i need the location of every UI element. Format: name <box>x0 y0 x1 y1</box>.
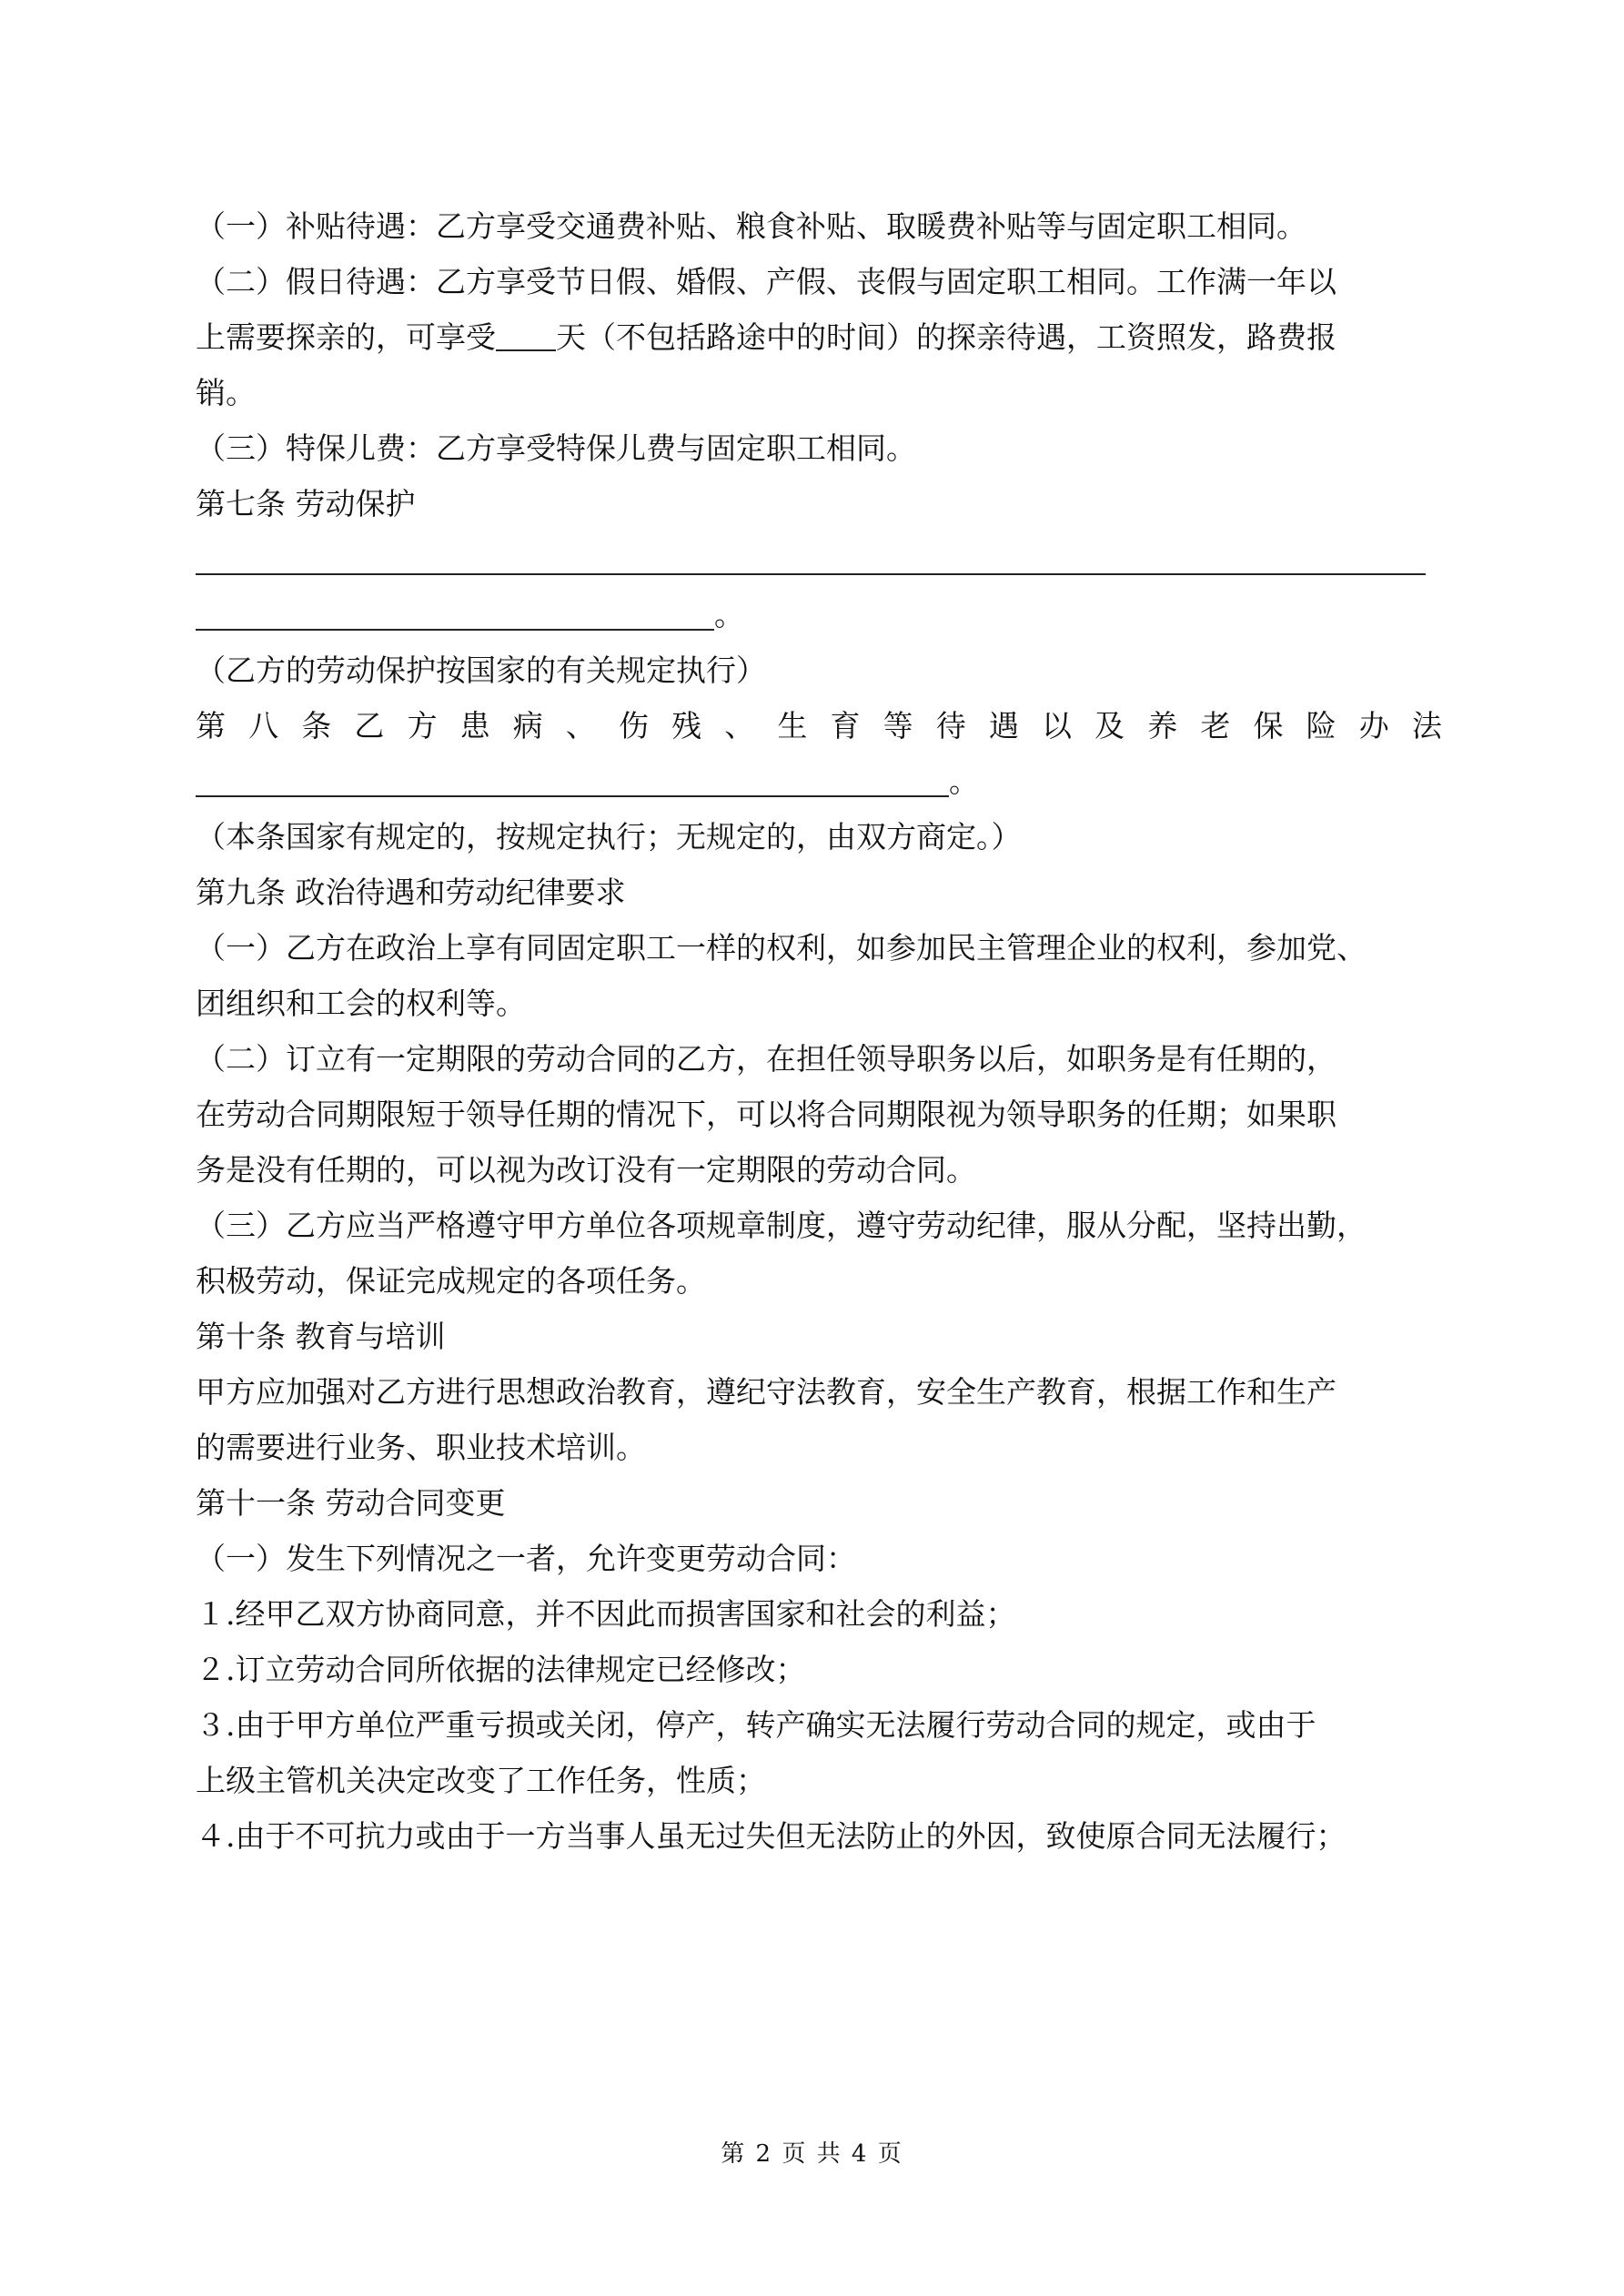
note-labor-protection: （乙方的劳动保护按国家的有关规定执行） <box>196 652 766 688</box>
article-9-heading: 第九条 政治待遇和劳动纪律要求 <box>196 875 626 910</box>
heading-character: 保 <box>1253 708 1284 743</box>
heading-character: 育 <box>830 708 861 743</box>
paragraph-change-conditions: （一）发生下列情况之一者，允许变更劳动合同： <box>196 1541 856 1576</box>
heading-character: 病 <box>512 708 543 743</box>
heading-character: 八 <box>248 708 279 743</box>
heading-character: 养 <box>1147 708 1178 743</box>
paragraph-holiday: （二）假日待遇：乙方享受节日假、婚假、产假、丧假与固定职工相同。工作满一年以 <box>196 264 1337 299</box>
heading-character: 老 <box>1200 708 1231 743</box>
paragraph-political-rights-cont: 团组织和工会的权利等。 <box>196 986 526 1021</box>
heading-character: 残 <box>671 708 702 743</box>
paragraph-leadership-cont-2: 务是没有任期的，可以视为改订没有一定期限的劳动合同。 <box>196 1152 976 1188</box>
fill-in-line-article-8 <box>196 754 1442 809</box>
heading-character: 伤 <box>619 708 649 743</box>
fill-in-blank-article-8[interactable] <box>196 794 949 797</box>
paragraph-leadership: （二）订立有一定期限的劳动合同的乙方，在担任领导职务以后，如职务是有任期的， <box>196 1041 1337 1077</box>
paragraph-subsidy: （一）补贴待遇：乙方享受交通费补贴、粮食补贴、取暖费补贴等与固定职工相同。 <box>196 208 1306 244</box>
fill-in-line-full <box>196 531 1442 587</box>
document-body <box>196 198 1442 1864</box>
paragraph-child-fee: （三）特保儿费：乙方享受特保儿费与固定职工相同。 <box>196 430 916 466</box>
text-segment: 天（不包括路途中的时间）的探亲待遇，工资照发，路费报 <box>556 319 1337 355</box>
paragraph-holiday-cont <box>196 309 1442 365</box>
heading-character: 待 <box>935 708 966 743</box>
list-item-3-cont: 上级主管机关决定改变了工作任务，性质； <box>196 1763 766 1798</box>
heading-character: 、 <box>724 708 755 743</box>
list-item-4: ４.由于不可抗力或由于一方当事人虽无过失但无法防止的外因，致使原合同无法履行； <box>196 1818 1347 1854</box>
fill-in-blank-labor-protection-2[interactable] <box>196 628 714 631</box>
text-segment: 上需要探亲的，可享受 <box>196 319 496 355</box>
article-11-heading: 第十一条 劳动合同变更 <box>196 1485 506 1521</box>
heading-character: 、 <box>565 708 596 743</box>
heading-character: 等 <box>883 708 913 743</box>
paragraph-education-cont: 的需要进行业务、职业技术培训。 <box>196 1430 646 1465</box>
article-7-heading: 第七条 劳动保护 <box>196 486 416 521</box>
article-8-heading <box>196 698 1442 754</box>
fill-in-line-short <box>196 587 1442 642</box>
heading-character: 乙 <box>354 708 385 743</box>
period-mark: 。 <box>949 764 979 799</box>
period-mark: 。 <box>714 597 744 632</box>
heading-character: 险 <box>1306 708 1337 743</box>
list-item-2: ２.订立劳动合同所依据的法律规定已经修改； <box>196 1652 806 1687</box>
paragraph-holiday-end: 销。 <box>196 375 256 410</box>
paragraph-leadership-cont-1: 在劳动合同期限短于领导任期的情况下，可以将合同期限视为领导职务的任期；如果职 <box>196 1097 1337 1132</box>
paragraph-discipline-cont: 积极劳动，保证完成规定的各项任务。 <box>196 1263 706 1299</box>
fill-in-blank-labor-protection-1[interactable] <box>196 572 1426 575</box>
paragraph-political-rights: （一）乙方在政治上享有同固定职工一样的权利，如参加民主管理企业的权利，参加党、 <box>196 930 1367 966</box>
heading-character: 法 <box>1411 708 1442 743</box>
paragraph-education: 甲方应加强对乙方进行思想政治教育，遵纪守法教育，安全生产教育，根据工作和生产 <box>196 1374 1337 1410</box>
heading-character: 生 <box>777 708 808 743</box>
page-footer: 第 2 页 共 4 页 <box>721 2140 903 2168</box>
heading-character: 第 <box>196 708 226 743</box>
heading-character: 及 <box>1094 708 1125 743</box>
heading-character: 以 <box>1042 708 1072 743</box>
note-article-8: （本条国家有规定的，按规定执行；无规定的，由双方商定。） <box>196 819 1022 855</box>
article-10-heading: 第十条 教育与培训 <box>196 1319 446 1354</box>
heading-character: 办 <box>1358 708 1389 743</box>
paragraph-discipline: （三）乙方应当严格遵守甲方单位各项规章制度，遵守劳动纪律，服从分配，坚持出勤， <box>196 1208 1367 1243</box>
heading-character: 患 <box>459 708 490 743</box>
heading-character: 遇 <box>988 708 1019 743</box>
heading-character: 方 <box>407 708 438 743</box>
fill-in-blank-days[interactable] <box>496 349 556 351</box>
list-item-1: １.经甲乙双方协商同意，并不因此而损害国家和社会的利益； <box>196 1596 1016 1632</box>
list-item-3: ３.由于甲方单位严重亏损或关闭，停产，转产确实无法履行劳动合同的规定，或由于 <box>196 1707 1316 1743</box>
heading-character: 条 <box>301 708 332 743</box>
